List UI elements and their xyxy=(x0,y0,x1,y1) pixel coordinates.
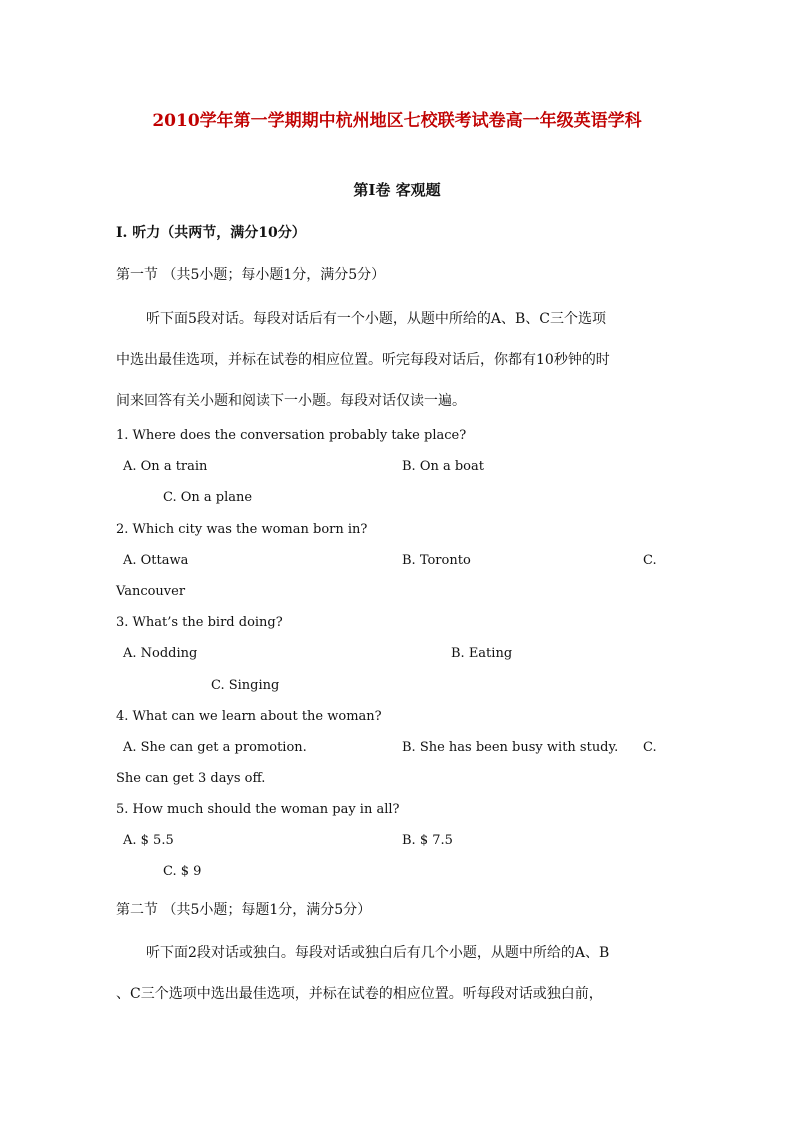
option-a: A. $ 5.5 xyxy=(123,833,174,848)
option-a: A. Nodding xyxy=(123,646,198,661)
option-b: B. $ 7.5 xyxy=(402,833,453,848)
option-c: C. $ 9 xyxy=(163,864,202,879)
option-c: C. Singing xyxy=(211,678,280,693)
section1-instruction-line: 间来回答有关小题和阅读下一小题。每段对话仅读一遍。 xyxy=(116,393,466,409)
option-a: A. On a train xyxy=(123,459,208,474)
option-c-text: Vancouver xyxy=(116,584,186,599)
option-b: B. Toronto xyxy=(402,553,471,568)
part-heading: I. 听力（共两节，满分10分） xyxy=(116,225,306,241)
option-b: B. Eating xyxy=(451,646,513,661)
section2-instruction-line: 、C三个选项中选出最佳选项，并标在试卷的相应位置。听每段对话或独白前， xyxy=(116,986,603,1002)
section2-heading: 第二节 （共5小题；每题1分，满分5分） xyxy=(116,902,372,918)
option-a: A. She can get a promotion. xyxy=(123,740,307,755)
option-a: A. Ottawa xyxy=(123,553,189,568)
option-c: C. On a plane xyxy=(163,490,253,505)
option-c-text: She can get 3 days off. xyxy=(116,771,266,786)
option-b: B. She has been busy with study. xyxy=(402,740,619,755)
question-text: 2. Which city was the woman born in? xyxy=(116,522,368,537)
question-text: 1. Where does the conversation probably take place? xyxy=(116,428,467,443)
section2-instruction-line: 听下面2段对话或独白。每段对话或独白后有几个小题，从题中所给的A、B xyxy=(146,945,610,961)
question-text: 5. How much should the woman pay in all? xyxy=(116,802,400,817)
option-b: B. On a boat xyxy=(402,459,484,474)
section1-heading: 第一节 （共5小题；每小题1分，满分5分） xyxy=(116,267,386,283)
volume-heading: 第Ⅰ卷 客观题 xyxy=(353,181,441,199)
question-text: 4. What can we learn about the woman? xyxy=(116,709,382,724)
exam-title: 2010学年第一学期期中杭州地区七校联考试卷高一年级英语学科 xyxy=(152,111,642,131)
question-text: 3. What’s the bird doing? xyxy=(116,615,283,630)
option-c-label: C. xyxy=(643,740,657,755)
section1-instruction-line: 中选出最佳选项，并标在试卷的相应位置。听完每段对话后，你都有10秒钟的时 xyxy=(116,352,610,368)
section1-instruction-line: 听下面5段对话。每段对话后有一个小题，从题中所给的A、B、C三个选项 xyxy=(146,311,607,327)
option-c-label: C. xyxy=(643,553,657,568)
